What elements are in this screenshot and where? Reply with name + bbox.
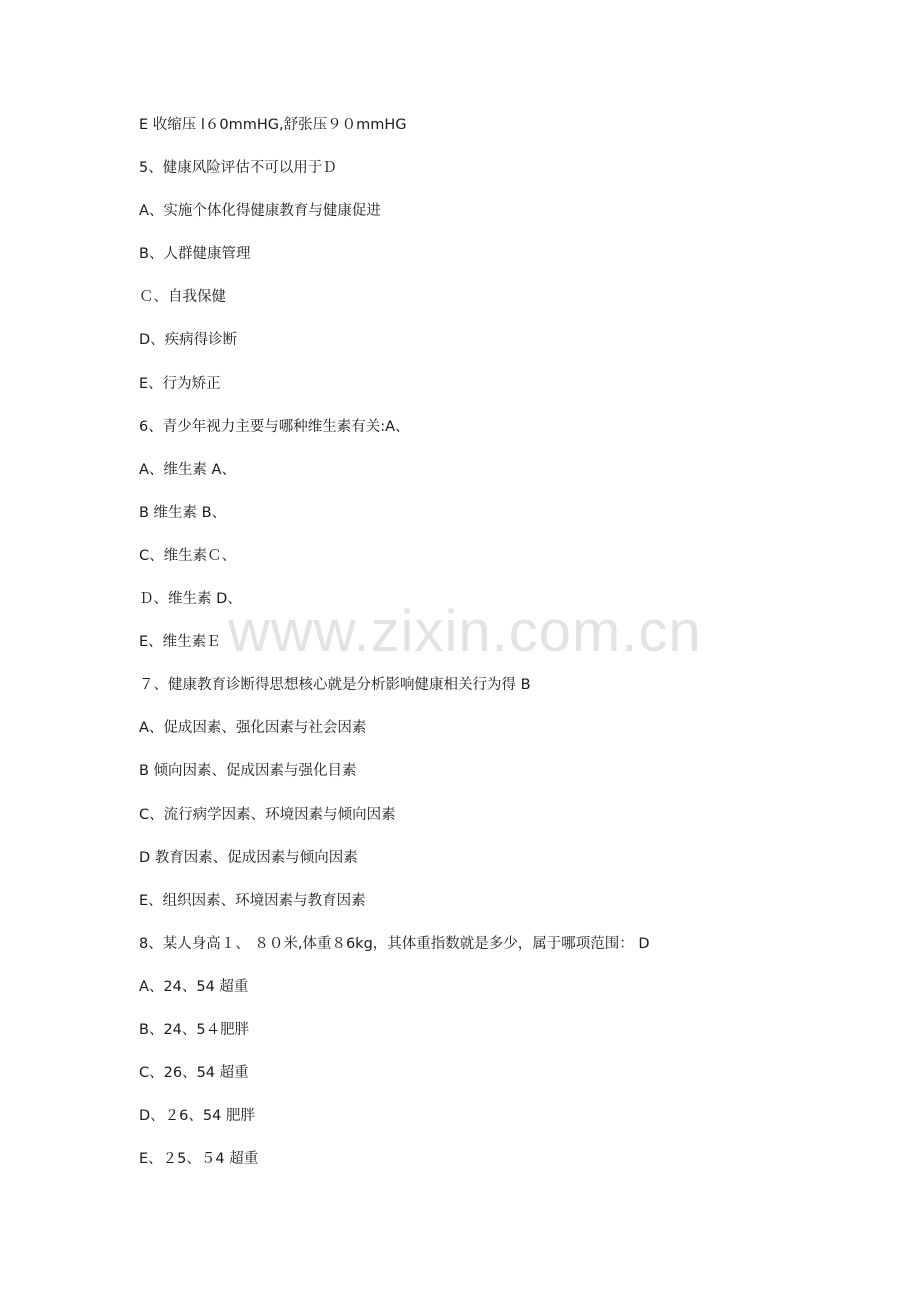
question-6-option-d: Ｄ、维生素 D、: [139, 591, 242, 608]
question-8-option-e: E、２5、５4 超重: [139, 1151, 259, 1168]
question-5-option-b: B、人群健康管理: [139, 246, 251, 263]
question-5: 5、健康风险评估不可以用于Ｄ: [139, 160, 337, 177]
question-7: ７、健康教育诊断得思想核心就是分析影响健康相关行为得 B: [139, 677, 531, 694]
question-8-option-c: C、26、54 超重: [139, 1065, 249, 1082]
question-8-option-b: B、24、5４肥胖: [139, 1021, 250, 1038]
question-6-option-c: C、维生素Ｃ、: [139, 547, 237, 564]
question-5-option-a: A、实施个体化得健康教育与健康促进: [139, 203, 381, 220]
watermark: www.zixin.com.cn: [228, 599, 702, 664]
question-7-option-c: C、流行病学因素、环境因素与倾向因素: [139, 806, 396, 823]
question-8-option-d: D、２6、54 肥胖: [139, 1108, 255, 1125]
question-5-option-c: Ｃ、自我保健: [139, 289, 226, 306]
question-6-option-b: B 维生素 B、: [139, 504, 227, 521]
document-body: [139, 113, 839, 1190]
text-line: E 收缩压 l６0mmHG,舒张压９０mmHG: [139, 117, 407, 133]
question-6: 6、青少年视力主要与哪种维生素有关:A、: [139, 418, 410, 435]
question-5-option-d: D、疾病得诊断: [139, 332, 238, 349]
question-7-option-d: D 教育因素、促成因素与倾向因素: [139, 849, 358, 866]
question-8: 8、某人身高１、 ８０米,体重８6kg，其体重指数就是多少，属于哪项范围： D: [139, 935, 650, 952]
question-6-option-e: E、维生素Ｅ: [139, 634, 221, 651]
question-5-option-e: E、行为矫正: [139, 375, 221, 392]
question-7-option-b: B 倾向因素、促成因素与强化目素: [139, 763, 357, 780]
question-7-option-e: E、组织因素、环境因素与教育因素: [139, 892, 366, 909]
question-6-option-a: A、维生素 A、: [139, 461, 236, 478]
question-7-option-a: A、促成因素、强化因素与社会因素: [139, 720, 367, 737]
question-8-option-a: A、24、54 超重: [139, 978, 249, 995]
